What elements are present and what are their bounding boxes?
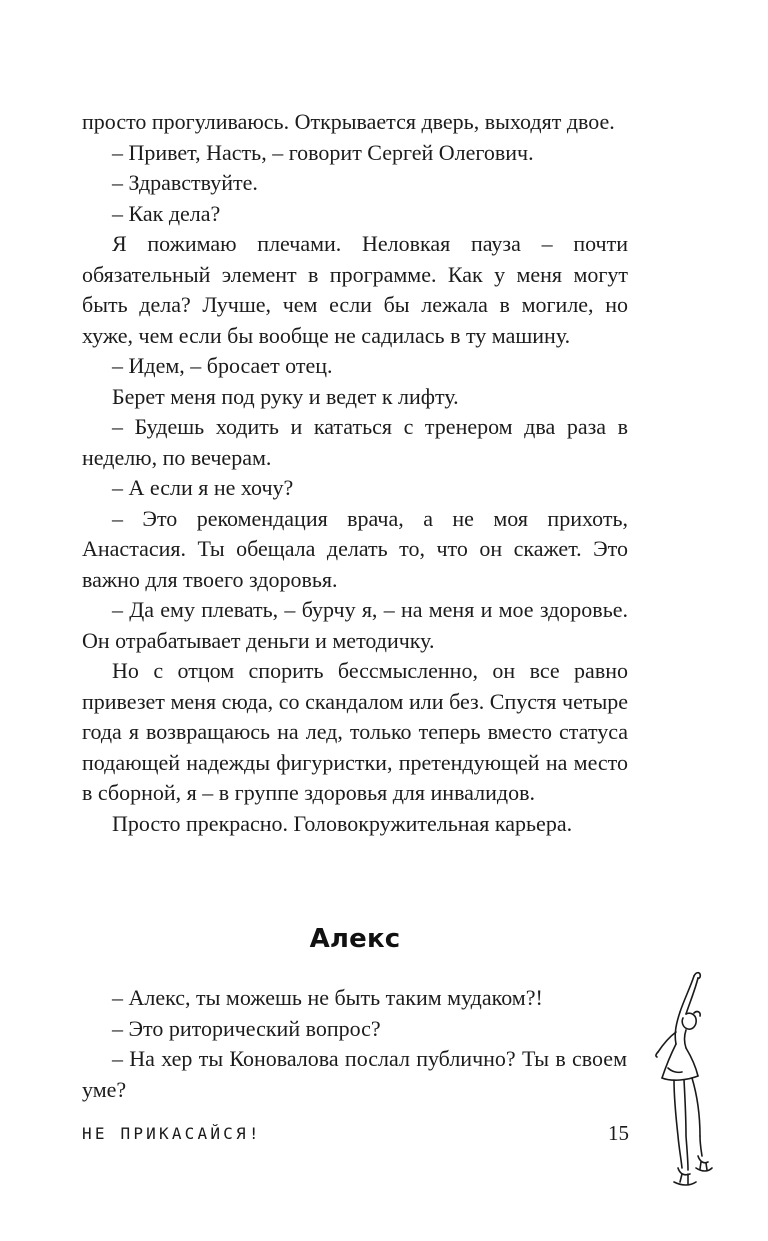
figure-skater-icon: [638, 968, 722, 1206]
body-text-top: [82, 107, 628, 839]
paragraph: – Идем, – бросает отец.: [112, 353, 333, 378]
paragraph: – Будешь ходить и кататься с тренером два раза в неделю, по вечерам.: [82, 414, 628, 470]
paragraph: – На хер ты Коновалова послал публично? Ты в своем уме?: [82, 1046, 627, 1102]
paragraph: – Да ему плевать, – бурчу я, – на меня и мое здоровье. Он отрабатывает деньги и методичку.: [82, 597, 628, 653]
paragraph: Берет меня под руку и ведет к лифту.: [112, 383, 459, 409]
body-text-bottom: [82, 983, 627, 1105]
paragraph: просто прогуливаюсь. Открывается дверь, выходят двое.: [82, 109, 615, 134]
paragraph: – Привет, Насть, – говорит Сергей Олегович.: [112, 139, 534, 165]
paragraph: – Это риторический вопрос?: [112, 1015, 381, 1041]
paragraph: – Это рекомендация врача, а не моя прихоть, Анастасия. Ты обещала делать то, что он скажет. Это важно для твоего здоровья.: [82, 505, 628, 592]
paragraph: – Здравствуйте.: [112, 170, 258, 195]
paragraph: – А если я не хочу?: [112, 475, 294, 500]
paragraph: – Как дела?: [112, 200, 221, 226]
chapter-title: Алекс: [309, 924, 401, 954]
paragraph: Просто прекрасно. Головокружительная карьера.: [112, 810, 573, 836]
paragraph: Я пожимаю плечами. Неловкая пауза – почти обязательный элемент в программе. Как у меня могут быть дела? Лучше, чем если бы лежала в могиле, но хуже, чем если бы вообще не садилась в ту машину.: [82, 231, 628, 348]
page-number: 15: [608, 1121, 629, 1145]
paragraph: Но с отцом спорить бессмысленно, он все равно привезет меня сюда, со скандалом или без. Спустя четыре года я возвращаюсь на лед, только теперь вместо статуса подающей надежды фигуристки, претендующей на место в сборной, я – в группе здоровья для инвалидов.: [82, 658, 628, 805]
running-footer-title: НЕ ПРИКАСАЙСЯ!: [82, 1124, 262, 1143]
paragraph: – Алекс, ты можешь не быть таким мудаком?!: [112, 985, 543, 1010]
